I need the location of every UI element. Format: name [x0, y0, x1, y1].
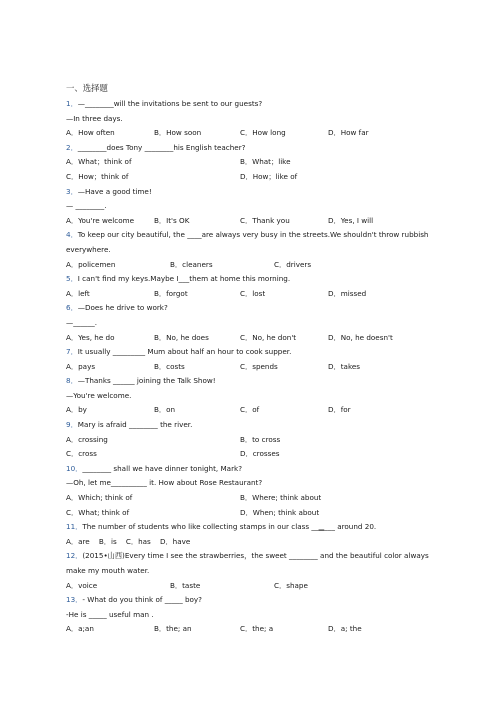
- option-b[interactable]: B．What；like: [240, 157, 291, 167]
- question-number: 5．: [66, 274, 78, 284]
- option-c[interactable]: C．cross: [66, 449, 97, 459]
- question-number: 1．: [66, 99, 78, 108]
- question-2-stem: [66, 141, 446, 156]
- question-text: —Have a good time!: [77, 186, 152, 196]
- question-number: 6．: [66, 303, 78, 313]
- question-5-options: [66, 287, 446, 302]
- option-a[interactable]: A．a;an: [66, 624, 94, 634]
- option-d[interactable]: D．How；like of: [240, 171, 298, 181]
- question-list: [66, 80, 446, 637]
- option-b[interactable]: B．the; an: [154, 624, 192, 634]
- question-11-options: [66, 535, 446, 550]
- option-c[interactable]: C．lost: [240, 288, 266, 298]
- option-c[interactable]: C．What; think of: [66, 507, 130, 517]
- question-10-options-row1: [66, 491, 446, 506]
- question-5-stem: [66, 272, 446, 287]
- option-b[interactable]: B．Where; think about: [240, 493, 322, 503]
- option-b[interactable]: B．to cross: [240, 434, 281, 444]
- question-10-stem: [66, 462, 446, 477]
- option-a[interactable]: A．are: [66, 536, 90, 546]
- question-8-answer-line: —You're welcome.: [66, 390, 132, 400]
- question-number: 3．: [66, 186, 78, 196]
- question-number: 12．: [66, 551, 83, 561]
- question-number: 8．: [66, 376, 78, 386]
- question-7-options: [66, 360, 446, 375]
- option-c[interactable]: C．shape: [274, 580, 308, 590]
- option-c[interactable]: C．spends: [240, 361, 278, 371]
- question-12-options: [66, 579, 446, 594]
- question-text: ________does Tony ________his English teacher?: [77, 142, 246, 152]
- question-1-answer-line: —In three days.: [66, 113, 123, 123]
- question-3-answer-line: — ________.: [66, 201, 107, 211]
- option-d[interactable]: D．crosses: [240, 449, 280, 459]
- question-number: 10．: [66, 463, 83, 473]
- option-a[interactable]: A．What；think of: [66, 157, 132, 167]
- question-9-stem: [66, 418, 446, 433]
- option-a[interactable]: A．Yes, he do: [66, 332, 115, 342]
- question-3-stem: [66, 185, 446, 200]
- question-text: - What do you think of _____ boy?: [82, 595, 202, 605]
- question-3-options: [66, 214, 446, 229]
- question-text: It usually _________ Mum about half an hour to cook supper.: [77, 347, 292, 357]
- question-number: 2．: [66, 142, 78, 152]
- option-d[interactable]: D．takes: [328, 361, 361, 371]
- question-8-stem: [66, 374, 446, 389]
- question-13-stem: [66, 593, 446, 608]
- question-6-stem: [66, 301, 446, 316]
- question-4-options: [66, 258, 446, 273]
- option-a[interactable]: A．policemen: [66, 259, 116, 269]
- question-6-answer-line: —______.: [66, 317, 98, 327]
- question-11-stem: [66, 520, 446, 535]
- option-b[interactable]: B．on: [154, 405, 176, 415]
- option-a[interactable]: A．crossing: [66, 434, 108, 444]
- question-text: To keep our city beautiful, the ____are always very busy in the streets.We shouldn't throw rubbish everywhere.: [66, 230, 429, 254]
- question-1-stem: [66, 97, 446, 112]
- option-b[interactable]: B．forgot: [154, 288, 188, 298]
- question-8-options: [66, 403, 446, 418]
- question-9-options-row2: [66, 447, 446, 462]
- option-d[interactable]: D．missed: [328, 288, 367, 298]
- question-2-options-row2: [66, 170, 446, 185]
- question-1-options: [66, 126, 446, 141]
- question-4-stem: [66, 228, 446, 257]
- question-number: 4．: [66, 230, 78, 240]
- option-a[interactable]: A．Which; think of: [66, 493, 133, 503]
- option-a[interactable]: A．pays: [66, 361, 96, 371]
- question-number: 7．: [66, 347, 78, 357]
- question-text: I can't find my keys.Maybe I___them at home this morning.: [77, 274, 291, 284]
- option-b[interactable]: B．How soon: [154, 128, 202, 138]
- question-9-options-row1: [66, 433, 446, 448]
- question-text: —________will the invitations be sent to our guests?: [77, 99, 263, 108]
- question-13-options: [66, 622, 446, 637]
- option-b[interactable]: B．cleaners: [170, 259, 213, 269]
- option-d[interactable]: D．for: [328, 405, 351, 415]
- option-b[interactable]: B．taste: [170, 580, 201, 590]
- option-c[interactable]: C．Thank you: [240, 215, 290, 225]
- option-c[interactable]: C．of: [240, 405, 260, 415]
- question-text: The number of students who like collecting stamps in our class __▁___ around 20.: [82, 522, 377, 532]
- question-text: —Does he drive to work?: [77, 303, 168, 313]
- option-d[interactable]: D．When; think about: [240, 507, 320, 517]
- option-c[interactable]: C．No, he don't: [240, 332, 297, 342]
- option-b[interactable]: B．is: [98, 536, 117, 546]
- option-d[interactable]: D．have: [159, 536, 191, 546]
- option-a[interactable]: A．left: [66, 288, 90, 298]
- option-d[interactable]: D．a; the: [328, 624, 362, 634]
- option-a[interactable]: A．You're welcome: [66, 215, 135, 225]
- option-a[interactable]: A．How often: [66, 128, 115, 138]
- option-d[interactable]: D．How far: [328, 128, 369, 138]
- question-13-answer-line: -He is _____ useful man .: [66, 609, 154, 619]
- option-d[interactable]: D．No, he doesn't: [328, 332, 393, 342]
- option-b[interactable]: B．costs: [154, 361, 185, 371]
- question-text: (2015•山西)Every time I see the strawberries，the sweet ________ and the beautiful color always make my mouth water.: [66, 551, 429, 575]
- question-number: 9．: [66, 420, 78, 430]
- question-7-stem: [66, 345, 446, 360]
- option-c[interactable]: C．drivers: [274, 259, 312, 269]
- option-a[interactable]: A．by: [66, 405, 87, 415]
- option-c[interactable]: C．How long: [240, 128, 286, 138]
- question-6-options: [66, 331, 446, 346]
- option-c[interactable]: C．the; a: [240, 624, 274, 634]
- option-a[interactable]: A．voice: [66, 580, 98, 590]
- question-text: Mary is afraid ________ the river.: [77, 420, 193, 430]
- option-c[interactable]: C．has: [125, 536, 151, 546]
- question-12-stem: [66, 549, 446, 578]
- option-b[interactable]: B．No, he does: [154, 332, 209, 342]
- question-text: ________ shall we have dinner tonight, Mark?: [82, 463, 243, 473]
- section-title: 一、选择题: [66, 83, 108, 93]
- question-10-options-row2: [66, 506, 446, 521]
- option-d[interactable]: D．Yes, I will: [328, 215, 374, 225]
- question-number: 13．: [66, 595, 83, 605]
- question-2-options-row1: [66, 155, 446, 170]
- question-number: 11．: [66, 522, 83, 532]
- question-text: —Thanks ______ joining the Talk Show!: [77, 376, 216, 386]
- option-c[interactable]: C．How；think of: [66, 171, 129, 181]
- option-b[interactable]: B．It's OK: [154, 215, 190, 225]
- question-10-answer-line: —Oh, let me__________ it. How about Rose Restaurant?: [66, 478, 263, 488]
